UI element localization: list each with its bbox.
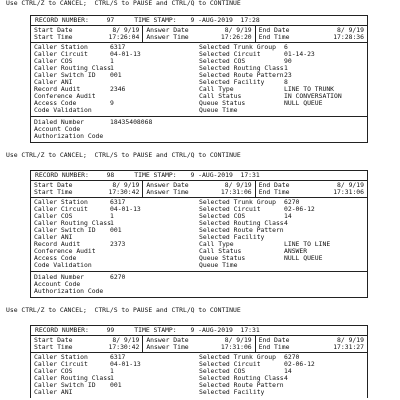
dial-info: Dialed Number 18435408068 Account Code Authorization Code [31,116,367,142]
record-fields: Caller Station 6317 Caller Circuit 04-01-13 Caller COS 1 Caller Routing Class 1 Caller Switch ID 001 Caller ANI Selected Trunk Group 6270 Selected Circuit 02-06-12 Selected COS 14 Selected Routing Class 4 Selected Route Pattern Selected Facility [34,353,315,396]
record-number: 98 [106,171,115,179]
time-stamp: 9 -AUG-2019 17:31 [190,326,260,334]
times-section: Start Date 8/ 9/19 Start Time 17:30:42 Answer Date 8/ 9/19 Answer Time 17:31:06 End Date 8/ 9/19 End Time 17:31:06 [31,181,367,198]
control-notice: Use CTRL/Z to CANCEL; CTRL/S to PAUSE and CTRL/Q to CONTINUE [6,151,241,159]
record-header: RECORD NUMBER: 98 TIME STAMP: 9 -AUG-2019 17:31 [31,171,367,181]
record-fields: Caller Station 6317 Caller Circuit 04-01-13 Caller COS 1 Caller Routing Class 1 Caller Switch ID 001 Caller ANI Record Audit 2346 Conference Audit Access Code 9 Code Validation Selected Trunk Group 6 Selected Circuit 01-14-23 Selected COS 90 Selected Routing Class 1 Selected Route Pattern 23 Selected Facility 8 Call Type LINE TO TRUNK Call Status IN CONVERSATION Queue Status NULL QUEUE Queue Time [34,43,342,114]
call-record-97 [30,15,368,143]
record-box [30,170,368,298]
call-record-99 [30,325,368,398]
record-number: 97 [106,16,115,24]
times-section: Start Date 8/ 9/19 Start Time 17:30:42 Answer Date 8/ 9/19 Answer Time 17:31:06 End Date 8/ 9/19 End Time 17:31:27 [31,336,367,353]
dial-info: Dialed Number 6270 Account Code Authorization Code [31,271,367,297]
control-notice: Use CTRL/Z to CANCEL; CTRL/S to PAUSE and CTRL/Q to CONTINUE [6,306,241,314]
dialed-number: 18435408068 [110,118,153,126]
record-header: RECORD NUMBER: 97 TIME STAMP: 9 -AUG-2019 17:28 [31,16,367,26]
record-box [30,15,368,143]
times-section: Start Date 8/ 9/19 Start Time 17:26:04 Answer Date 8/ 9/19 Answer Time 17:26:20 End Date 8/ 9/19 End Time 17:28:36 [31,26,367,43]
record-box [30,325,368,398]
time-stamp: 9 -AUG-2019 17:28 [190,16,260,24]
call-record-98 [30,170,368,298]
dialed-number: 6270 [110,273,126,281]
time-stamp: 9 -AUG-2019 17:31 [190,171,260,179]
control-notice: Use CTRL/Z to CANCEL; CTRL/S to PAUSE and CTRL/Q to CONTINUE [6,0,241,7]
record-number: 99 [106,326,115,334]
record-fields: Caller Station 6317 Caller Circuit 04-01-13 Caller COS 1 Caller Routing Class 1 Caller Switch ID 001 Caller ANI Record Audit 2373 Conference Audit Access Code Code Validation Selected Trunk Group 6270 Selected Circuit 02-06-12 Selected COS 14 Selected Routing Class 4 Selected Route Pattern Selected Facility Call Type LINE TO LINE Call Status ANSWER Queue Status NULL QUEUE Queue Time [34,198,331,269]
record-header: RECORD NUMBER: 99 TIME STAMP: 9 -AUG-2019 17:31 [31,326,367,336]
